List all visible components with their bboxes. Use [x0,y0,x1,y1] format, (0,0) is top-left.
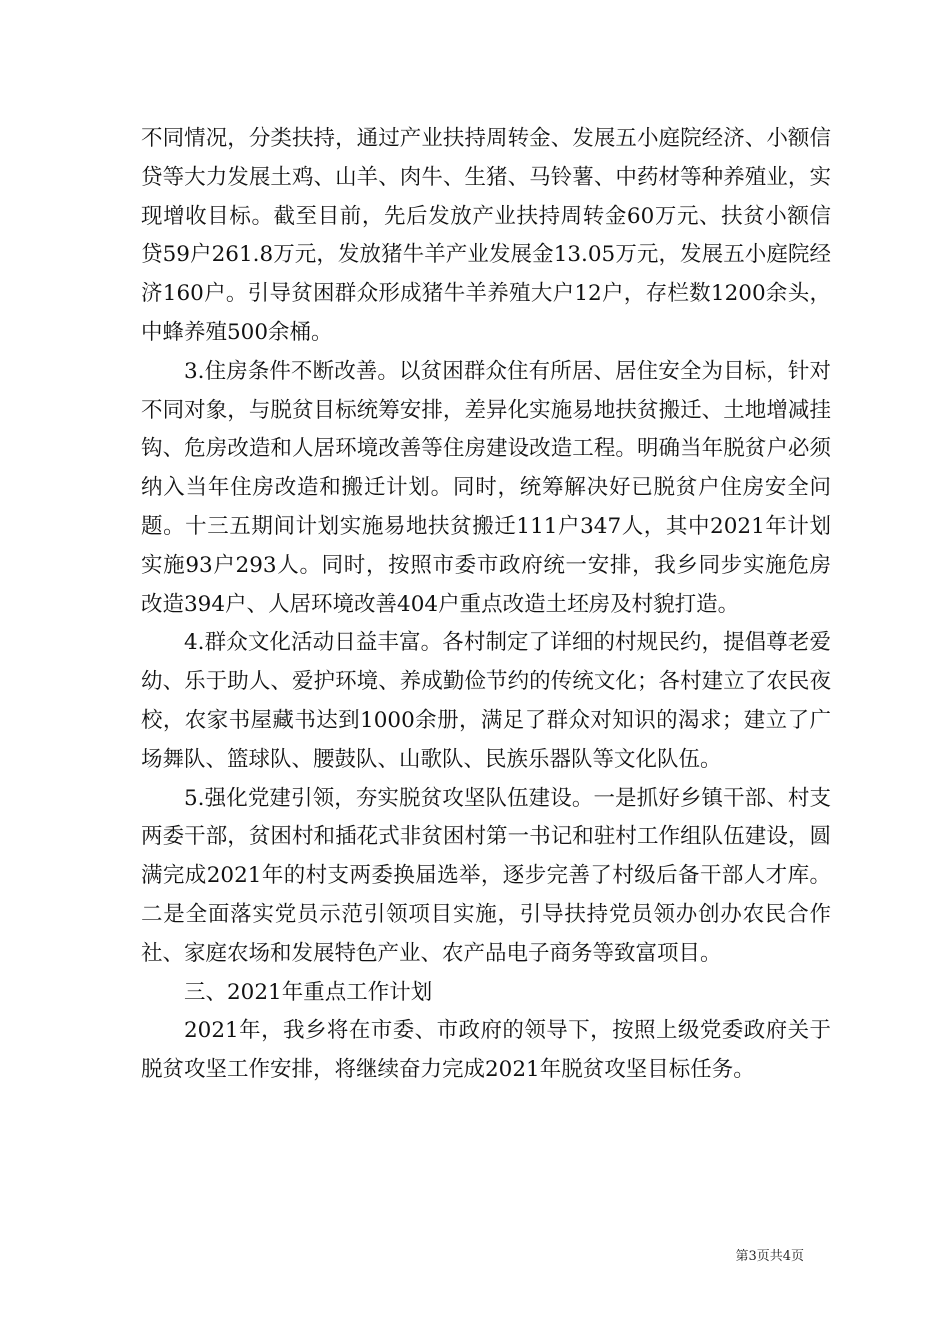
document-body [141,120,831,1090]
paragraph-industry-support: 不同情况，分类扶持，通过产业扶持周转金、发展五小庭院经济、小额信贷等大力发展土鸡、山羊、肉牛、生猪、马铃薯、中药材等种养殖业，实现增收目标。截至目前，先后发放产业扶持周转金60万元、扶贫小额信贷59户261.8万元，发放猪牛羊产业发展金13.05万元，发展五小庭院经济160户。引导贫困群众形成猪牛羊养殖大户12户，存栏数1200余头，中蜂养殖500余桶。 [141,126,831,345]
paragraph-culture: 4.群众文化活动日益丰富。各村制定了详细的村规民约，提倡尊老爱幼、乐于助人、爱护环境、养成勤俭节约的传统文化；各村建立了农民夜校，农家书屋藏书达到1000余册，满足了群众对知识的渴求；建立了广场舞队、篮球队、腰鼓队、山歌队、民族乐器队等文化队伍。 [141,630,831,772]
page-footer [0,1248,950,1266]
paragraph-work-plan: 2021年，我乡将在市委、市政府的领导下，按照上级党委政府关于脱贫攻坚工作安排，将继续奋力完成2021年脱贫攻坚目标任务。 [141,1018,831,1083]
paragraph-party-building: 5.强化党建引领，夯实脱贫攻坚队伍建设。一是抓好乡镇干部、村支两委干部，贫困村和插花式非贫困村第一书记和驻村工作组队伍建设，圆满完成2021年的村支两委换届选举，逐步完善了村级后备干部人才库。二是全面落实党员示范引领项目实施，引导扶持党员领办创办农民合作社、家庭农场和发展特色产业、农产品电子商务等致富项目。 [141,785,831,966]
paragraph-housing: 3.住房条件不断改善。以贫困群众住有所居、居住安全为目标，针对不同对象，与脱贫目标统筹安排，差异化实施易地扶贫搬迁、土地增减挂钩、危房改造和人居环境改善等住房建设改造工程。明确当年脱贫户必须纳入当年住房改造和搬迁计划。同时，统筹解决好已脱贫户住房安全问题。十三五期间计划实施易地扶贫搬迁111户347人，其中2021年计划实施93户293人。同时，按照市委市政府统一安排，我乡同步实施危房改造394户、人居环境改善404户重点改造土坯房及村貌打造。 [141,358,831,617]
section-heading-work-plan: 三、2021年重点工作计划 [184,979,433,1005]
page-number-label: 第3页共4页 [735,1249,804,1264]
